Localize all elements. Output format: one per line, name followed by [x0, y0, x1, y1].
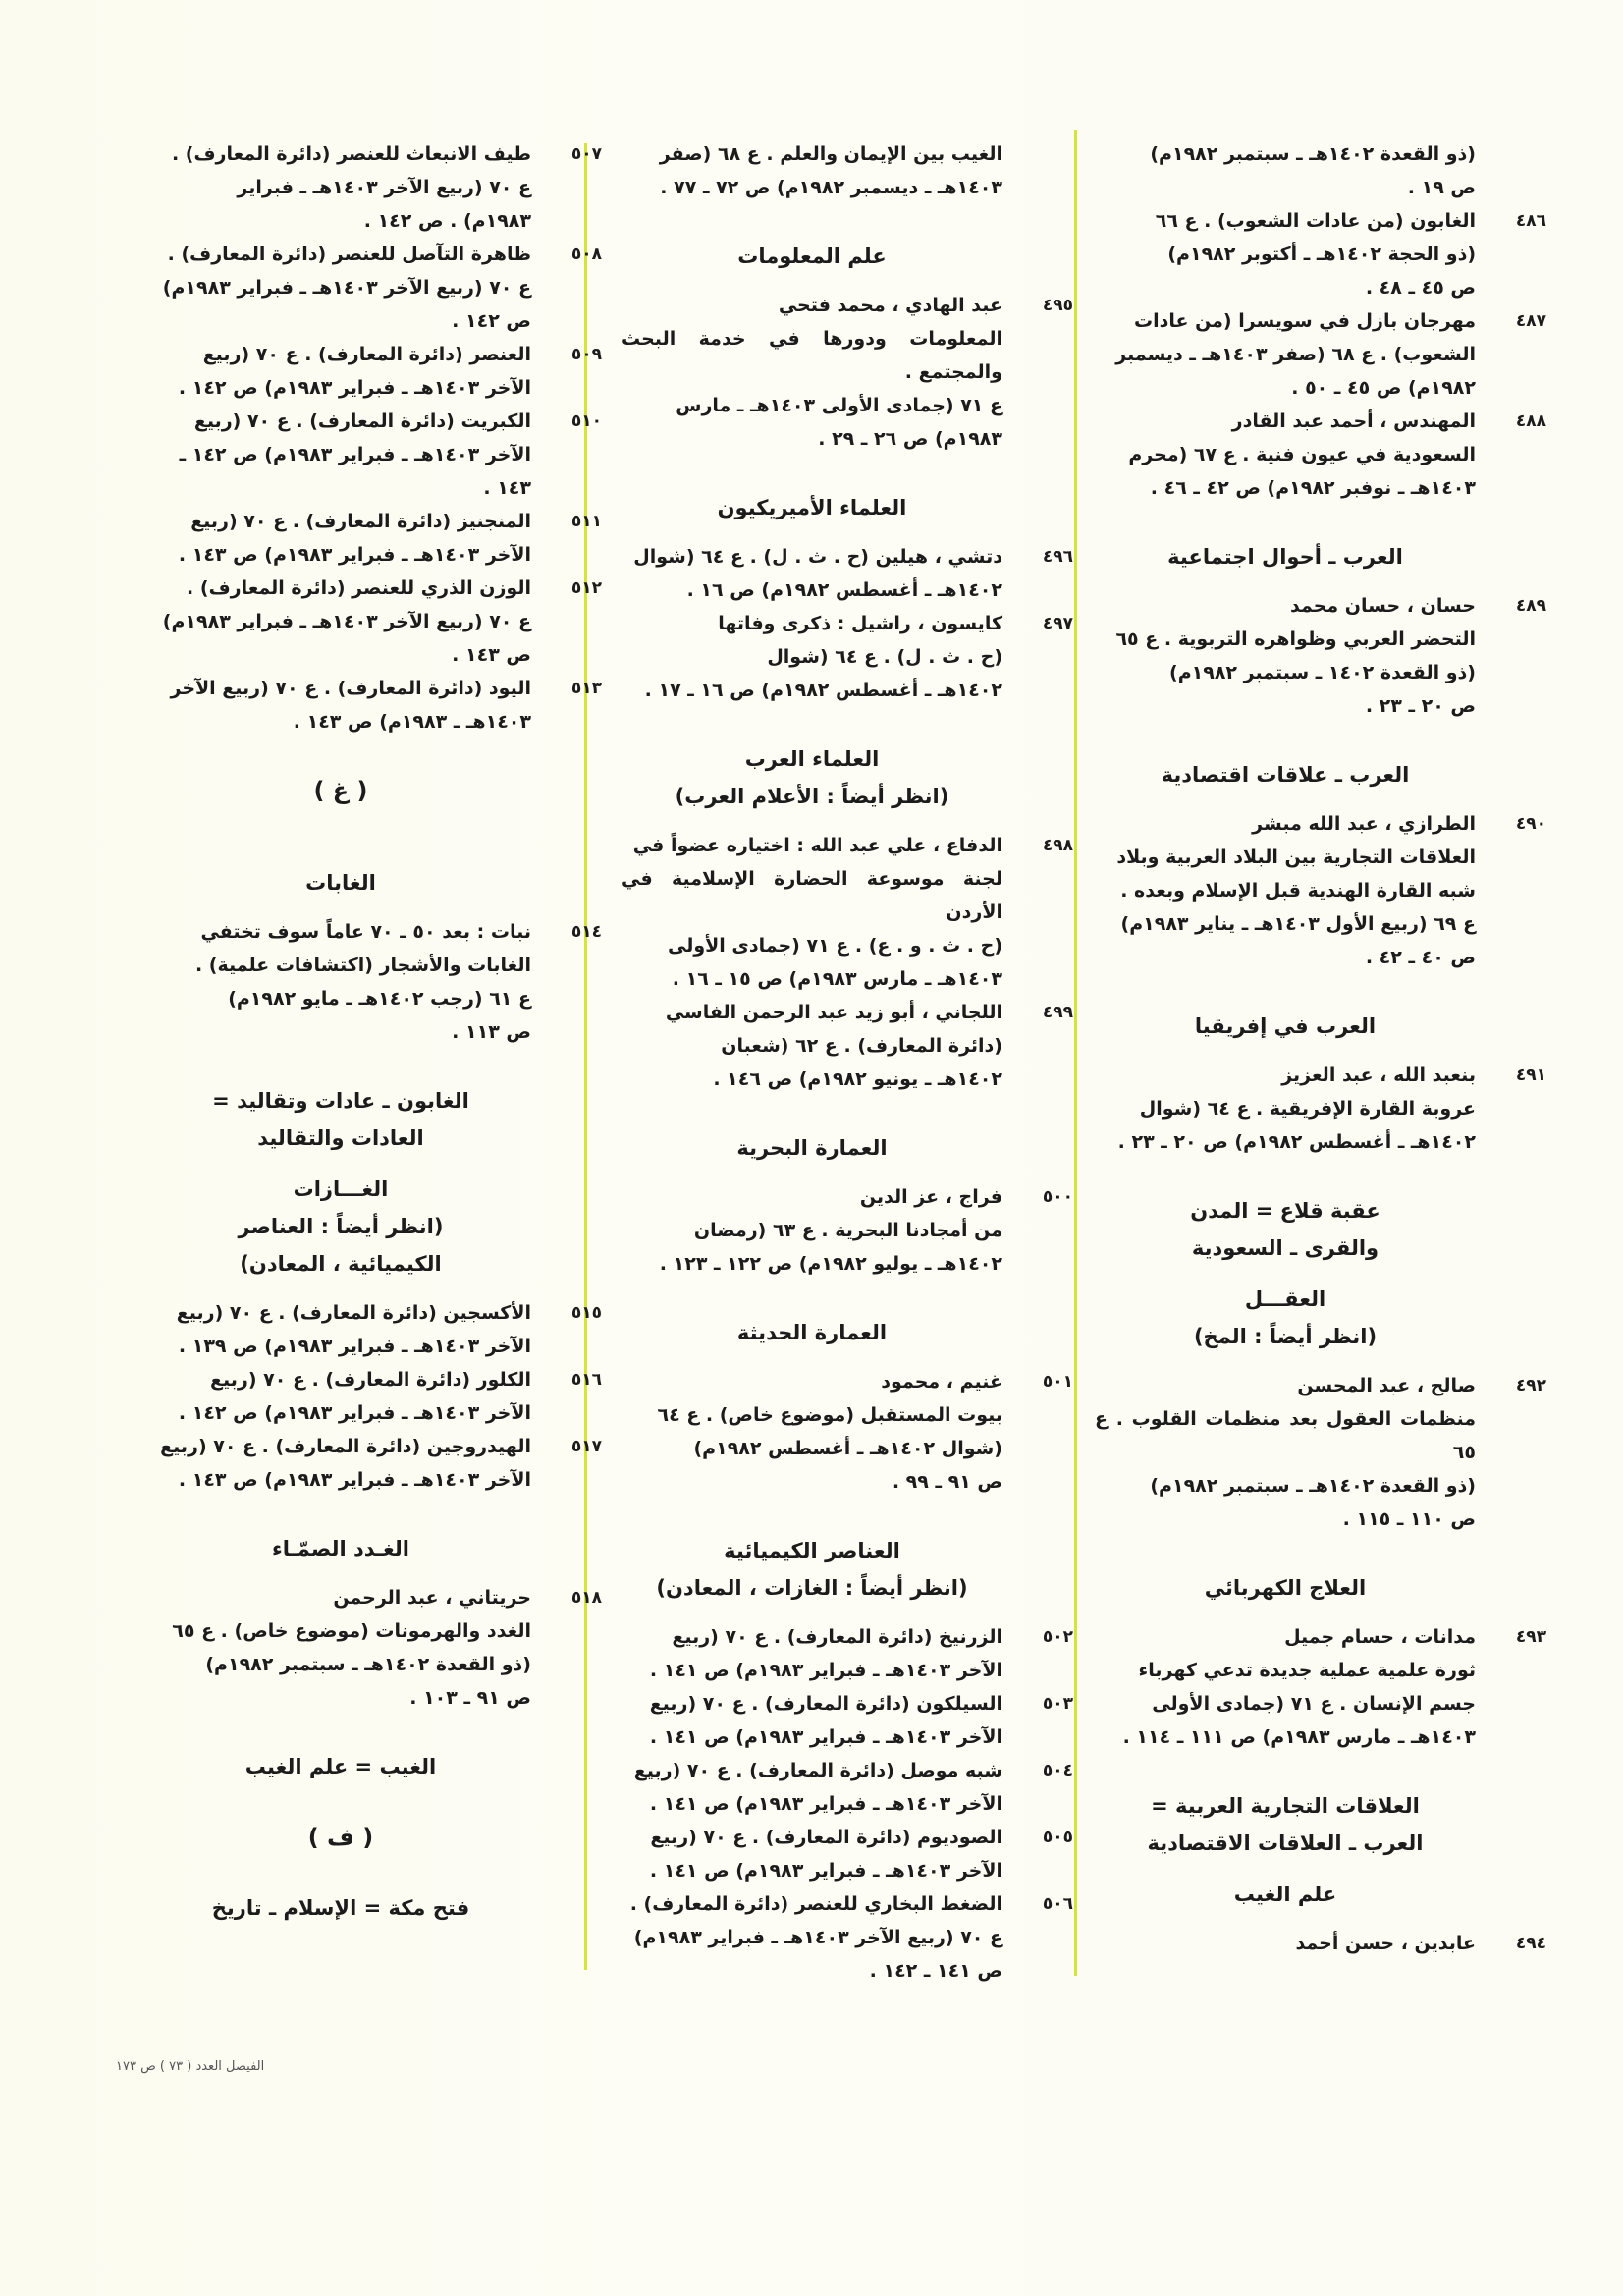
entry-number: ٤٩٨: [1042, 836, 1073, 855]
entry-number: ٤٩٩: [1042, 1003, 1073, 1022]
index-column-middle: [622, 137, 1073, 1988]
index-entry-496: ٤٩٦ دتشي ، هيلين (ح . ث . ل) . ع ٦٤ (شوال ١٤٠٢هـ ـ أغسطس ١٩٨٢م) ص ١٦ .: [622, 540, 1073, 607]
see-reference-heading: الغيب = علم الغيب: [244, 1755, 437, 1778]
see-reference-heading: فتح مكة = الإسلام ـ تاريخ: [211, 1896, 470, 1920]
index-entry-509: ٥٠٩ العنصر (دائرة المعارف) . ع ٧٠ (ربيع الآخر ١٤٠٣هـ ـ فبراير ١٩٨٣م) ص ١٤٢ .: [150, 338, 602, 405]
subject-heading: العرب ـ أحوال اجتماعية: [1167, 545, 1403, 569]
entry-number: ٥٠٧: [570, 144, 602, 164]
entry-number: ٥٠٥: [1042, 1828, 1073, 1847]
index-entry-505: ٥٠٥ الصوديوم (دائرة المعارف) . ع ٧٠ (ربيع الآخر ١٤٠٣هـ ـ فبراير ١٩٨٣م) ص ١٤١ .: [622, 1821, 1073, 1887]
index-entry-491: ٤٩١ بنعبد الله ، عبد العزيز عروبة القارة الإفريقية . ع ٦٤ (شوال ١٤٠٢هـ ـ أغسطس ١٩٨٢م) ص ٢٠ ـ ٢٣ .: [1095, 1059, 1546, 1159]
entry-number: ٥٠٦: [1042, 1894, 1073, 1914]
index-entry-506: ٥٠٦ الضغط البخاري للعنصر (دائرة المعارف) . ع ٧٠ (ربيع الآخر ١٤٠٣هـ ـ فبراير ١٩٨٣م) ص ١٤١ ـ ١٤٢ .: [622, 1887, 1073, 1988]
subject-heading: العرب ـ علاقات اقتصادية: [1161, 763, 1410, 787]
subject-heading: العرب في إفريقيا: [1194, 1014, 1377, 1038]
page-footer: الفيصل العدد ( ٧٣ ) ص ١٧٣: [116, 2059, 265, 2074]
entry-number: ٥٠٢: [1042, 1627, 1073, 1647]
entry-number: ٥١٠: [570, 411, 602, 431]
index-column-right: [1095, 137, 1546, 1960]
index-entry-510: ٥١٠ الكبريت (دائرة المعارف) . ع ٧٠ (ربيع الآخر ١٤٠٣هـ ـ فبراير ١٩٨٣م) ص ١٤٢ ـ ١٤٣ .: [150, 405, 602, 505]
index-entry-511: ٥١١ المنجنيز (دائرة المعارف) . ع ٧٠ (ربيع الآخر ١٤٠٣هـ ـ فبراير ١٩٨٣م) ص ١٤٣ .: [150, 505, 602, 572]
index-entry-495: ٤٩٥ عبد الهادي ، محمد فتحي المعلومات ودورها في خدمة البحث والمجتمع . ع ٧١ (جمادى الأولى ١٤٠٣هـ ـ مارس ١٩٨٣م) ص ٢٦ ـ ٢٩ .: [622, 289, 1073, 456]
index-entry-490: ٤٩٠ الطرازي ، عبد الله مبشر العلاقات التجارية بين البلاد العربية وبلاد شبه القارة الهندية قبل الإسلام وبعده . ع ٦٩ (ربيع الأول ١٤٠٣هـ ـ يناير ١٩٨٣م) ص ٤٠ ـ ٤٢ .: [1095, 807, 1546, 974]
index-column-left: [150, 137, 602, 1927]
entry-number: ٥٠٩: [570, 345, 602, 364]
index-entry-498: ٤٩٨ الدفاع ، علي عبد الله : اختياره عضواً في لجنة موسوعة الحضارة الإسلامية في الأردن (ح . ث . و . ع) . ع ٧١ (جمادى الأولى ١٤٠٣هـ ـ مارس ١٩٨٣م) ص ١٥ ـ ١٦ .: [622, 829, 1073, 996]
entry-number: ٥١١: [570, 512, 602, 531]
entry-number: ٤٩٤: [1515, 1934, 1546, 1953]
continued-entry: الغيب بين الإيمان والعلم . ع ٦٨ (صفر ١٤٠٣هـ ـ ديسمبر ١٩٨٢م) ص ٧٢ ـ ٧٧ .: [659, 143, 1002, 198]
index-entry-486: ٤٨٦ الغابون (من عادات الشعوب) . ع ٦٦ (ذو الحجة ١٤٠٢هـ ـ أكتوبر ١٩٨٢م) ص ٤٥ ـ ٤٨ .: [1095, 204, 1546, 304]
alphabet-letter-heading: ( غ ): [313, 777, 368, 804]
subject-heading: الغابات: [305, 871, 376, 895]
index-entry-500: ٥٠٠ فراج ، عز الدين من أمجادنا البحرية . ع ٦٣ (رمضان ١٤٠٢هـ ـ يوليو ١٩٨٢م) ص ١٢٢ ـ ١٢٣ .: [622, 1180, 1073, 1281]
subject-heading: العمارة البحرية: [736, 1136, 888, 1160]
entry-number: ٤٩٣: [1515, 1627, 1546, 1647]
see-reference-heading: العلاقات التجارية العربية =: [1151, 1794, 1420, 1818]
subject-heading: الغـــازات: [293, 1177, 389, 1201]
entry-number: ٤٩٧: [1042, 614, 1073, 633]
subject-heading: العقـــل: [1244, 1287, 1326, 1311]
index-entry-508: ٥٠٨ ظاهرة التآصل للعنصر (دائرة المعارف) . ع ٧٠ (ربيع الآخر ١٤٠٣هـ ـ فبراير ١٩٨٣م) ص ١٤٢ .: [150, 238, 602, 338]
see-also-note: (انظر أيضاً : الغازات ، المعادن): [656, 1576, 968, 1600]
subject-heading: العناصر الكيميائية: [724, 1539, 900, 1562]
see-reference-heading: والقرى ـ السعودية: [1191, 1236, 1380, 1260]
index-entry-503: ٥٠٣ السيلكون (دائرة المعارف) . ع ٧٠ (ربيع الآخر ١٤٠٣هـ ـ فبراير ١٩٨٣م) ص ١٤١ .: [622, 1687, 1073, 1754]
see-also-note: الكيميائية ، المعادن): [240, 1252, 442, 1276]
entry-number: ٥١٥: [570, 1303, 602, 1323]
see-reference-heading: الغابون ـ عادات وتقاليد =: [212, 1089, 469, 1113]
entry-number: ٥٠٨: [570, 245, 602, 264]
entry-number: ٤٩٥: [1042, 296, 1073, 315]
index-entry-497: ٤٩٧ كايسون ، راشيل : ذكرى وفاتها (ح . ث . ل) . ع ٦٤ (شوال ١٤٠٢هـ ـ أغسطس ١٩٨٢م) ص ١٦ ـ ١٧ .: [622, 607, 1073, 707]
entry-number: ٤٨٧: [1515, 311, 1546, 331]
subject-heading: علم الغيب: [1233, 1883, 1337, 1906]
entry-number: ٤٨٩: [1515, 596, 1546, 616]
entry-number: ٥١٤: [570, 922, 602, 942]
entry-number: ٥١٧: [570, 1437, 602, 1456]
index-entry-502: ٥٠٢ الزرنيخ (دائرة المعارف) . ع ٧٠ (ربيع الآخر ١٤٠٣هـ ـ فبراير ١٩٨٣م) ص ١٤١ .: [622, 1620, 1073, 1687]
index-entry-513: ٥١٣ اليود (دائرة المعارف) . ع ٧٠ (ربيع الآخر ١٤٠٣هـ ـ ١٩٨٣م) ص ١٤٣ .: [150, 672, 602, 738]
see-reference-heading: العادات والتقاليد: [257, 1126, 424, 1150]
index-entry-518: ٥١٨ حريتاني ، عبد الرحمن الغدد والهرمونات (موضوع خاص) . ع ٦٥ (ذو القعدة ١٤٠٢هـ ـ سبتمبر ١٩٨٢م) ص ٩١ ـ ١٠٣ .: [150, 1581, 602, 1715]
index-entry-512: ٥١٢ الوزن الذري للعنصر (دائرة المعارف) . ع ٧٠ (ربيع الآخر ١٤٠٣هـ ـ فبراير ١٩٨٣م) ص ١٤٣ .: [150, 572, 602, 672]
subject-heading: العمارة الحديثة: [736, 1321, 888, 1344]
entry-number: ٤٨٨: [1515, 411, 1546, 431]
index-entry-504: ٥٠٤ شبه موصل (دائرة المعارف) . ع ٧٠ (ربيع الآخر ١٤٠٣هـ ـ فبراير ١٩٨٣م) ص ١٤١ .: [622, 1754, 1073, 1821]
see-also-note: (انظر أيضاً : الأعلام العرب): [675, 785, 949, 808]
see-reference-heading: العرب ـ العلاقات الاقتصادية: [1147, 1831, 1424, 1855]
index-entry-516: ٥١٦ الكلور (دائرة المعارف) . ع ٧٠ (ربيع الآخر ١٤٠٣هـ ـ فبراير ١٩٨٣م) ص ١٤٢ .: [150, 1363, 602, 1430]
subject-heading: علم المعلومات: [737, 245, 887, 268]
index-entry-507: ٥٠٧ طيف الانبعاث للعنصر (دائرة المعارف) . ع ٧٠ (ربيع الآخر ١٤٠٣هـ ـ فبراير ١٩٨٣م) . ص ١٤٢ .: [150, 137, 602, 238]
see-also-note: (انظر أيضاً : المخ): [1193, 1325, 1378, 1348]
see-reference-heading: عقبة قلاع = المدن: [1190, 1199, 1380, 1223]
see-also-note: (انظر أيضاً : العناصر: [238, 1215, 444, 1238]
index-entry-488: ٤٨٨ المهندس ، أحمد عبد القادر السعودية في عيون فنية . ع ٦٧ (محرم ١٤٠٣هـ ـ نوفبر ١٩٨٢م) ص ٤٢ ـ ٤٦ .: [1095, 405, 1546, 505]
entry-number: ٤٩١: [1515, 1066, 1546, 1085]
entry-number: ٤٨٦: [1515, 211, 1546, 231]
entry-number: ٤٩٢: [1515, 1376, 1546, 1395]
entry-number: ٥٠٣: [1042, 1694, 1073, 1714]
index-entry-493: ٤٩٣ مدانات ، حسام جميل ثورة علمية عملية جديدة تدعي كهرباء جسم الإنسان . ع ٧١ (جمادى الأولى ١٤٠٣هـ ـ مارس ١٩٨٣م) ص ١١١ ـ ١١٤ .: [1095, 1620, 1546, 1754]
subject-heading: العلماء الأميريكيون: [717, 496, 907, 519]
entry-number: ٥٠٤: [1042, 1761, 1073, 1780]
entry-number: ٥٠٠: [1042, 1187, 1073, 1207]
column-divider-right: [1074, 130, 1077, 1976]
index-entry-517: ٥١٧ الهيدروجين (دائرة المعارف) . ع ٧٠ (ربيع الآخر ١٤٠٣هـ ـ فبراير ١٩٨٣م) ص ١٤٣ .: [150, 1430, 602, 1497]
subject-heading: العلماء العرب: [744, 747, 880, 771]
index-entry-494: ٤٩٤ عابدين ، حسن أحمد: [1095, 1927, 1546, 1960]
index-entry-514: ٥١٤ نبات : بعد ٥٠ ـ ٧٠ عاماً سوف تختفي الغابات والأشجار (اكتشافات علمية) . ع ٦١ (رجب ١٤٠٢هـ ـ مايو ١٩٨٢م) ص ١١٣ .: [150, 915, 602, 1049]
entry-number: ٥١٨: [570, 1588, 602, 1608]
alphabet-letter-heading: ( ف ): [307, 1824, 374, 1851]
index-entry-489: ٤٨٩ حسان ، حسان محمد التحضر العربي وظواهره التربوية . ع ٦٥ (ذو القعدة ١٤٠٢ ـ سبتمبر ١٩٨٢م) ص ٢٠ ـ ٢٣ .: [1095, 589, 1546, 723]
index-entry-501: ٥٠١ غنيم ، محمود بيوت المستقبل (موضوع خاص) . ع ٦٤ (شوال ١٤٠٢هـ ـ أغسطس ١٩٨٢م) ص ٩١ ـ ٩٩ .: [622, 1365, 1073, 1499]
continued-entry: (ذو القعدة ١٤٠٢هـ ـ سبتمبر ١٩٨٢م) ص ١٩ .: [1150, 143, 1476, 198]
index-entry-515: ٥١٥ الأكسجين (دائرة المعارف) . ع ٧٠ (ربيع الآخر ١٤٠٣هـ ـ فبراير ١٩٨٣م) ص ١٣٩ .: [150, 1296, 602, 1363]
entry-number: ٥٠١: [1042, 1372, 1073, 1392]
entry-number: ٤٩٠: [1515, 814, 1546, 834]
entry-number: ٥١٦: [570, 1370, 602, 1390]
entry-number: ٥١٢: [570, 578, 602, 598]
index-entry-487: ٤٨٧ مهرجان بازل في سويسرا (من عادات الشعوب) . ع ٦٨ (صفر ١٤٠٣هـ ـ ديسمبر ١٩٨٢م) ص ٤٥ ـ ٥٠ .: [1095, 304, 1546, 405]
index-entry-492: ٤٩٢ صالح ، عبد المحسن منظمات العقول بعد منظمات القلوب . ع ٦٥ (ذو القعدة ١٤٠٢هـ ـ سبتمبر ١٩٨٢م) ص ١١٠ ـ ١١٥ .: [1095, 1369, 1546, 1536]
subject-heading: الغـدد الصمّـاء: [272, 1537, 409, 1560]
entry-number: ٤٩٦: [1042, 547, 1073, 567]
entry-number: ٥١٣: [570, 679, 602, 698]
index-entry-499: ٤٩٩ اللجاني ، أبو زيد عبد الرحمن الفاسي (دائرة المعارف) . ع ٦٢ (شعبان ١٤٠٢هـ ـ يونيو ١٩٨٢م) ص ١٤٦ .: [622, 996, 1073, 1096]
subject-heading: العلاج الكهربائي: [1204, 1576, 1367, 1600]
